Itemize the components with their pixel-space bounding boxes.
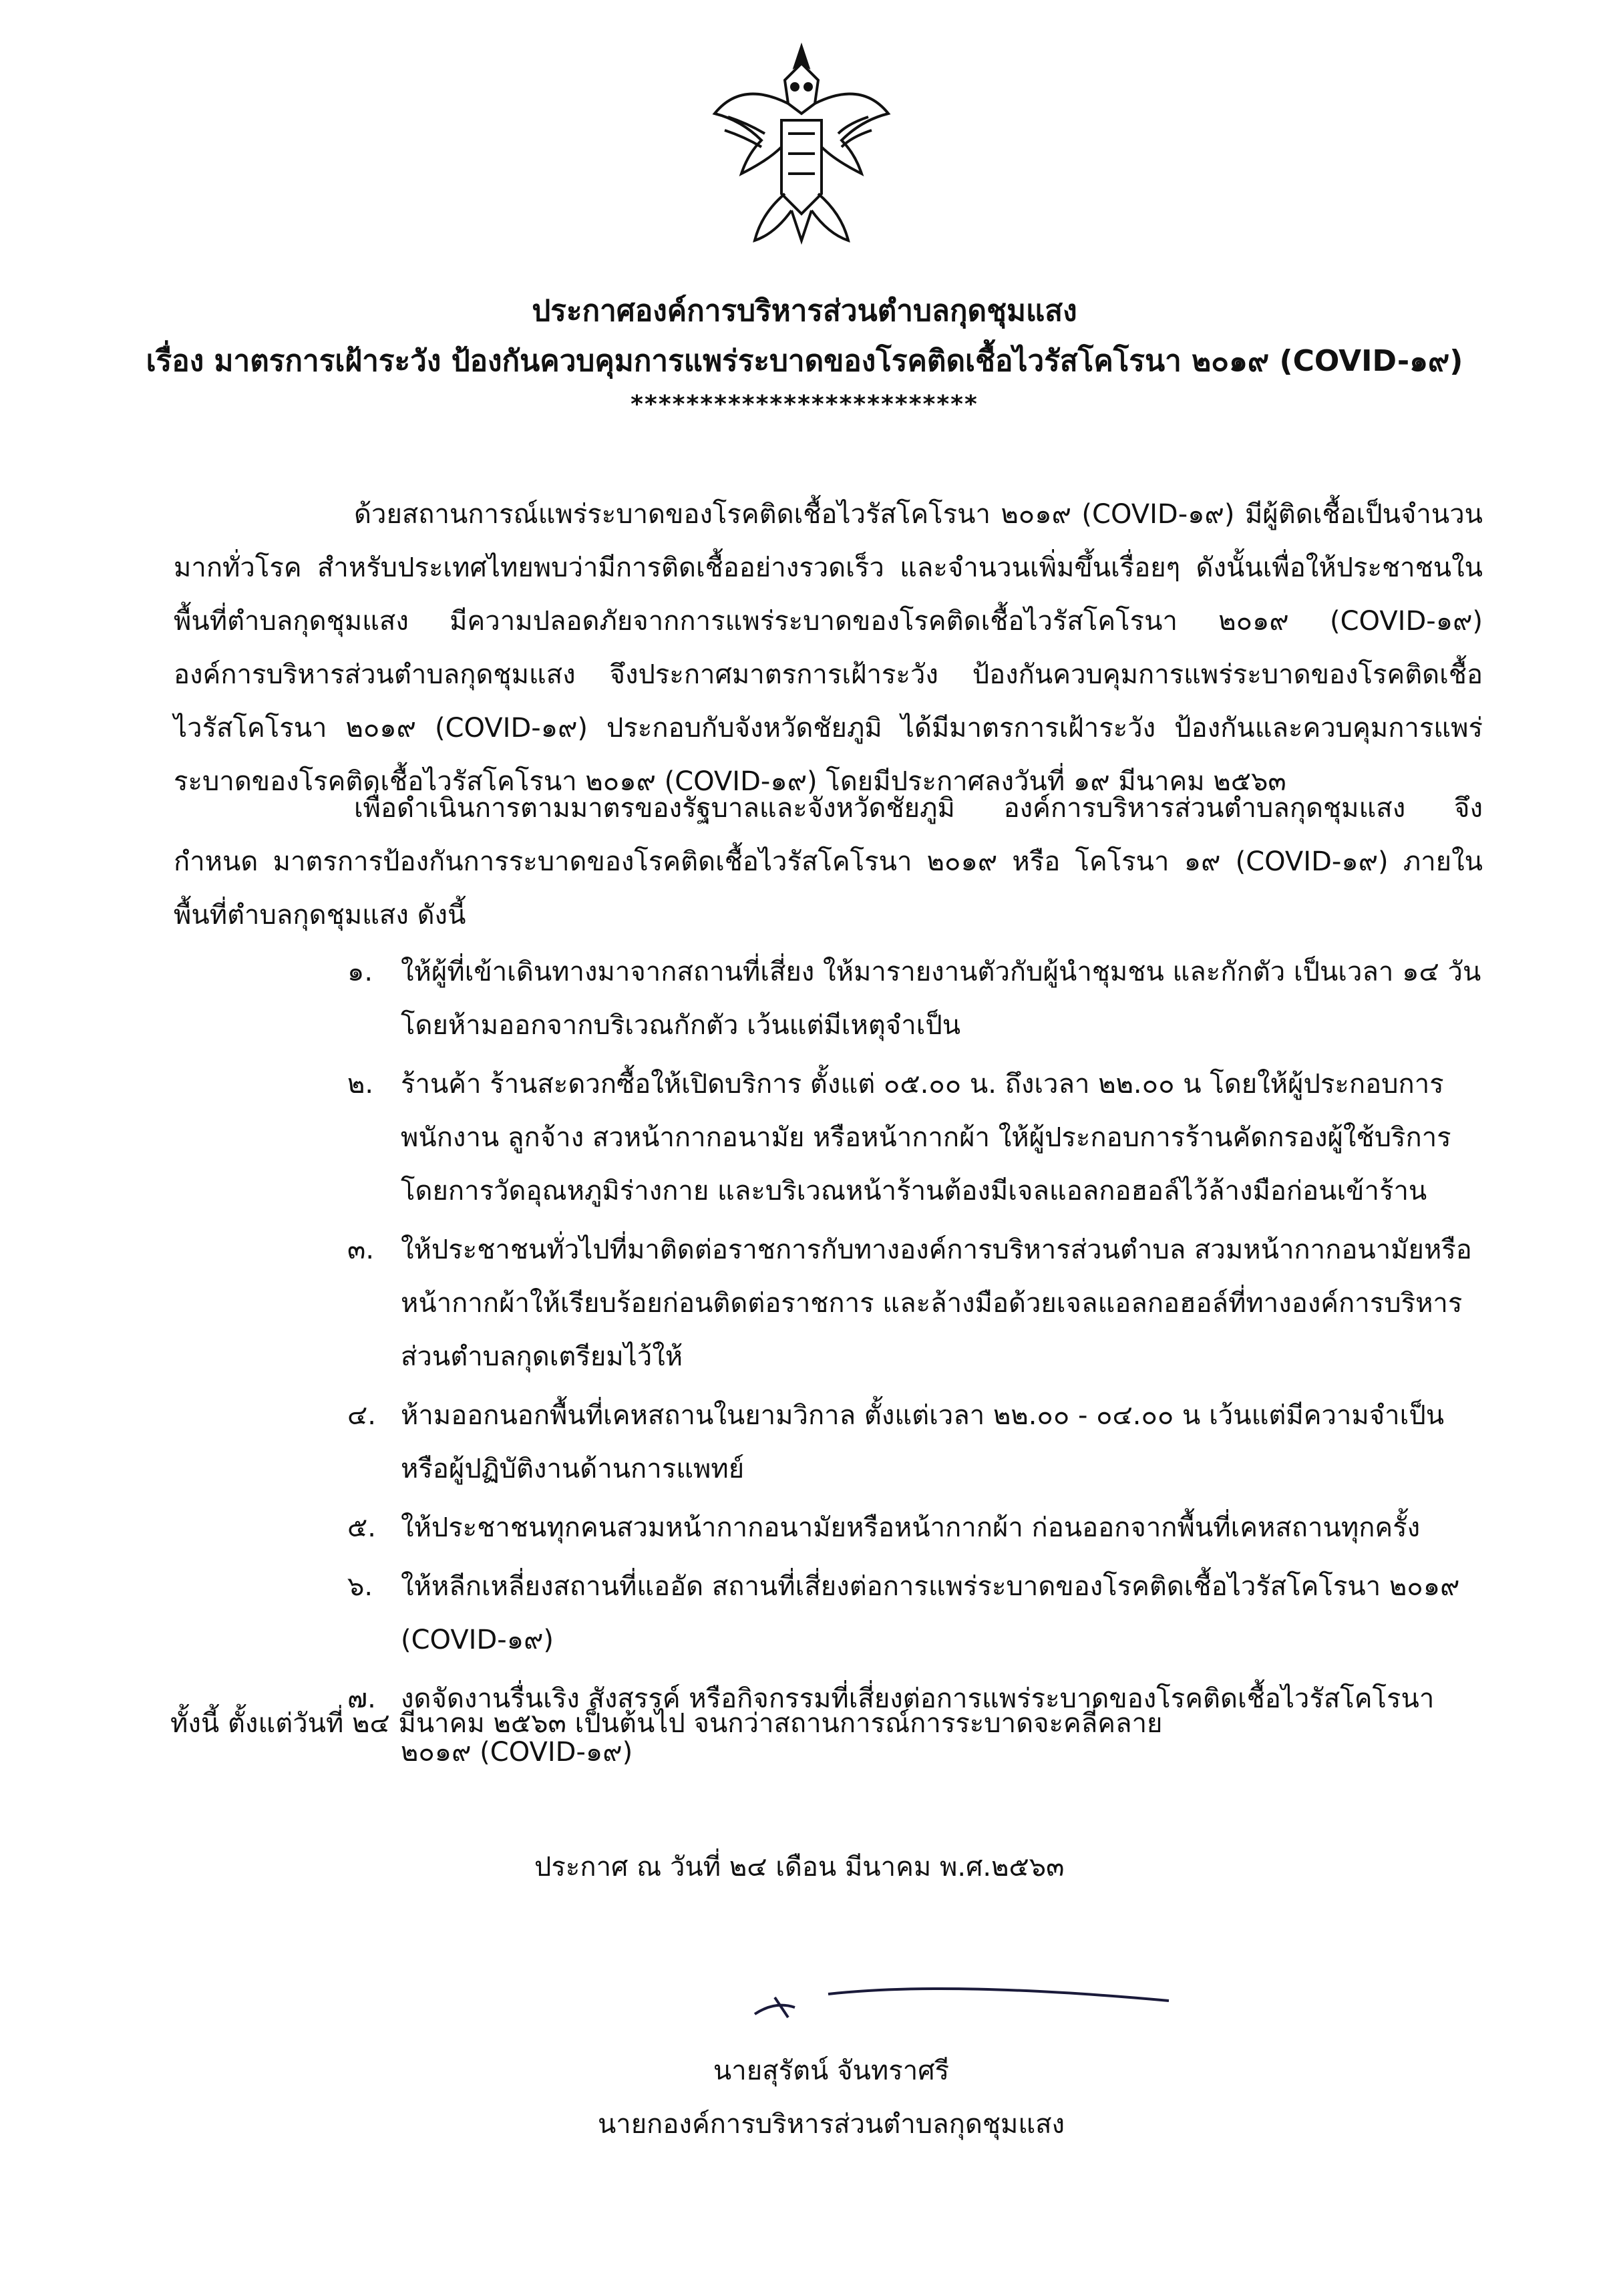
- title-separator: *************************: [631, 391, 978, 418]
- measure-text: ให้ประชาชนทุกคนสวมหน้ากากอนามัยหรือหน้ากากผ้า ก่อนออกจากพื้นที่เคหสถานทุกครั้ง: [401, 1512, 1421, 1543]
- measure-number: ๗.: [347, 1683, 376, 1714]
- measure-number: ๔.: [347, 1400, 376, 1431]
- measure-text: ให้ผู้ที่เข้าเดินทางมาจากสถานที่เสี่ยง ให้มารายงานตัวกับผู้นำชุมชน และกักตัว เป็นเวลา ๑๔ วัน โดยห้ามออกจากบริเวณกักตัว เว้นแต่มีเหตุจำเป็น: [401, 957, 1481, 1041]
- body-paragraph-2: เพื่อดำเนินการตามมาตรของรัฐบาลและจังหวัดชัยภูมิ องค์การบริหารส่วนตำบลกุดชุมแสง จึงกำหนด มาตรการป้องกันการระบาดของโรคติดเชื้อไวรัสโคโรนา ๒๐๑๙ หรือ โคโรนา ๑๙ (COVID-๑๙) ภายในพื้นที่ตำบลกุดชุมแสง ดังนี้: [174, 793, 1483, 931]
- closing-statement: ทั้งนี้ ตั้งแต่วันที่ ๒๔ มีนาคม ๒๕๖๓ เป็นต้นไป จนกว่าสถานการณ์การระบาดจะคลี่คลาย: [170, 1708, 1163, 1739]
- body-paragraph-1: ด้วยสถานการณ์แพร่ระบาดของโรคติดเชื้อไวรัสโคโรนา ๒๐๑๙ (COVID-๑๙) มีผู้ติดเชื้อเป็นจำนวนมากทั่วโรค สำหรับประเทศไทยพบว่ามีการติดเชื้ออย่างรวดเร็ว และจำนวนเพิ่มขึ้นเรื่อยๆ ดังนั้นเพื่อให้ประชาชนในพื้นที่ตำบลกุดชุมแสง มีความปลอดภัยจากการแพร่ระบาดของโรคติดเชื้อไวรัสโคโรนา ๒๐๑๙ (COVID-๑๙) องค์การบริหารส่วนตำบลกุดชุมแสง จึงประกาศมาตรการเฝ้าระวัง ป้องกันควบคุมการแพร่ระบาดของโรคติดเชื้อไวรัสโคโรนา ๒๐๑๙ (COVID-๑๙) ประกอบกับจังหวัดชัยภูมิ ได้มีมาตรการเฝ้าระวัง ป้องกันและควบคุมการแพร่ระบาดของโรคติดเชื้อไวรัสโคโรนา ๒๐๑๙ (COVID-๑๙) โดยมีประกาศลงวันที่ ๑๙ มีนาคม ๒๕๖๓: [174, 499, 1483, 797]
- measure-item: [347, 1223, 1483, 1383]
- measure-text: ร้านค้า ร้านสะดวกซื้อให้เปิดบริการ ตั้งแต่ ๐๕.๐๐ น. ถึงเวลา ๒๒.๐๐ น โดยให้ผู้ประกอบการพนักงาน ลูกจ้าง สวหน้ากากอนามัย หรือหน้ากากผ้า ให้ผู้ประกอบการร้านคัดกรองผู้ใช้บริการโดยการวัดอุณหภูมิร่างกาย และบริเวณหน้าร้านต้องมีเจลแอลกอฮอล์ไว้ล้างมือก่อนเข้าร้าน: [401, 1069, 1451, 1206]
- measure-item: [347, 1560, 1483, 1667]
- measure-item: [347, 1057, 1483, 1218]
- measure-text: ห้ามออกนอกพื้นที่เคหสถานในยามวิกาล ตั้งแต่เวลา ๒๒.๐๐ - ๐๔.๐๐ น เว้นแต่มีความจำเป็นหรือผู้ปฏิบัติงานด้านการแพทย์: [401, 1400, 1445, 1484]
- signature-mark: [748, 1967, 1176, 2041]
- measure-text: ให้หลีกเหลี่ยงสถานที่แออัด สถานที่เสี่ยงต่อการแพร่ระบาดของโรคติดเชื้อไวรัสโคโรนา ๒๐๑๙ (COVID-๑๙): [401, 1571, 1460, 1655]
- announcement-date: ประกาศ ณ วันที่ ๒๔ เดือน มีนาคม พ.ศ.๒๕๖๓: [534, 1852, 1065, 1882]
- measure-item: [347, 1501, 1483, 1554]
- measure-number: ๖.: [347, 1571, 373, 1602]
- measure-text: ให้ประชาชนทั่วไปที่มาติดต่อราชการกับทางองค์การบริหารส่วนตำบล สวมหน้ากากอนามัยหรือหน้ากากผ้าให้เรียบร้อยก่อนติดต่อราชการ และล้างมือด้วยเจลแอลกอฮอล์ที่ทางองค์การบริหารส่วนตำบลกุดเตรียมไว้ให้: [401, 1235, 1472, 1372]
- announcement-subject: เรื่อง มาตรการเฝ้าระวัง ป้องกันควบคุมการแพร่ระบาดของโรคติดเชื้อไวรัสโคโรนา ๒๐๑๙ (COVID-๑๙): [146, 344, 1463, 378]
- signer-position: นายกองค์การบริหารส่วนตำบลกุดชุมแสง: [597, 2109, 1065, 2140]
- measures-list: [347, 945, 1483, 1784]
- measure-text: งดจัดงานรื่นเริง สังสรรค์ หรือกิจกรรมที่เสี่ยงต่อการแพร่ระบาดของโรคติดเชื้อไวรัสโคโรนา ๒๐๑๙ (COVID-๑๙): [401, 1683, 1435, 1768]
- garuda-emblem-icon: [701, 40, 902, 261]
- announcement-title: ประกาศองค์การบริหารส่วนตำบลกุดชุมแสง: [532, 294, 1077, 328]
- measure-number: ๕.: [347, 1512, 376, 1543]
- measure-number: ๑.: [347, 957, 373, 987]
- measure-number: ๓.: [347, 1235, 375, 1265]
- measure-item: [347, 945, 1483, 1052]
- measure-number: ๒.: [347, 1069, 374, 1100]
- measure-item: [347, 1389, 1483, 1496]
- signer-name: นายสุรัตน์ จันทราศรี: [713, 2056, 950, 2086]
